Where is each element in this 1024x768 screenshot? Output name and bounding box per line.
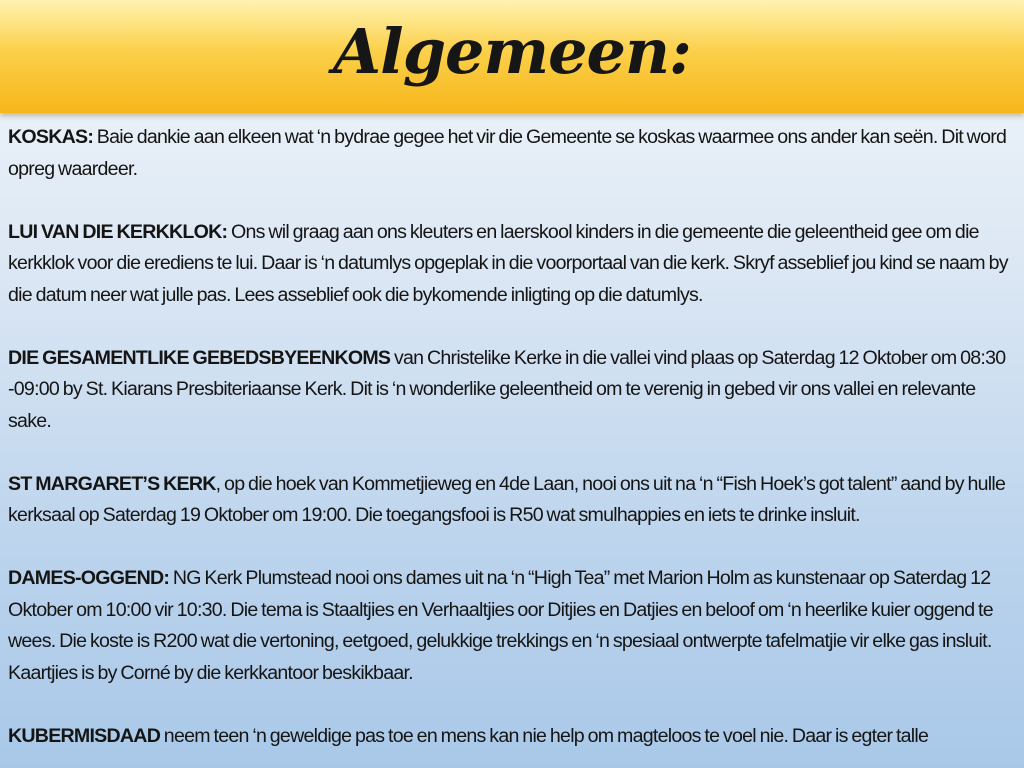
slide-title: Algemeen:	[333, 15, 691, 88]
announcement-heading: DIE GESAMENTLIKE GEBEDSBYEENKOMS	[8, 346, 391, 369]
announcement-text: neem teen ‘n geweldige pas toe en mens kan nie help om magteloos te voel nie. Daar is egter talle	[160, 724, 929, 747]
announcement-heading: ST MARGARET’S KERK	[8, 472, 216, 495]
announcement-heading: DAMES-OGGEND:	[8, 567, 170, 589]
title-banner	[0, 0, 1024, 113]
announcement-text: van Christelike Kerke in die vallei vind plaas op Saterdag 12 Oktober om 08:30 -09:00 by St. Kiarans Presbiteriaanse Kerk. Dit is ‘n wonderlike geleentheid om te verenig in gebed vir ons vallei en relevante sake.	[8, 346, 1006, 432]
announcement-kerkklok	[8, 217, 1018, 312]
announcement-text: NG Kerk Plumstead nooi ons dames uit na ‘n “High Tea” met Marion Holm as kunstenaar op Saterdag 12 Oktober om 10:00 vir 10:30. Die tema is Staaltjies en Verhaaltjies oor Ditjies en Datjies en beloof om ‘n heerlike kuier oggend te wees. Die koste is R200 wat die vertoning, eetgoed, gelukkige trekkings en ‘n spesiaal ontwerpte tafelmatjie vir elke gas insluit. Kaartjies is by Corné by die kerkkantoor beskikbaar.	[8, 567, 993, 684]
announcement-text: , op die hoek van Kommetjieweg en 4de Laan, nooi ons uit na ‘n “Fish Hoek’s got talent” aand by hulle kerksaal op Saterdag 19 Oktober om 19:00. Die toegangsfooi is R50 wat smulhappies en iets te drinke insluit.	[8, 472, 1006, 526]
announcement-kubermisdaad	[8, 721, 1018, 753]
announcement-heading: LUI VAN DIE KERKKLOK:	[8, 220, 228, 243]
announcement-heading: KUBERMISDAAD	[8, 724, 161, 747]
announcements-body	[8, 122, 1018, 768]
announcement-koskas	[8, 122, 1018, 185]
announcement-text: Ons wil graag aan ons kleuters en laerskool kinders in die gemeente die geleentheid gee om die kerkklok voor die erediens te lui. Daar is ‘n datumlys opgeplak in die voorportaal van die kerk. Skryf asseblief jou kind se naam by die datum neer wat julle pas. Lees asseblief ook die bykomende inligting op die datumlys.	[8, 220, 1008, 306]
announcement-gebedsbyeenkoms	[8, 343, 1018, 438]
announcement-dames-oggend	[8, 563, 1018, 689]
announcement-text: Baie dankie aan elkeen wat ‘n bydrae gegee het vir die Gemeente se koskas waarmee ons ander kan seën. Dit word opreg waardeer.	[8, 126, 1007, 180]
announcement-heading: KOSKAS:	[8, 126, 94, 148]
announcement-st-margarets	[8, 469, 1018, 532]
